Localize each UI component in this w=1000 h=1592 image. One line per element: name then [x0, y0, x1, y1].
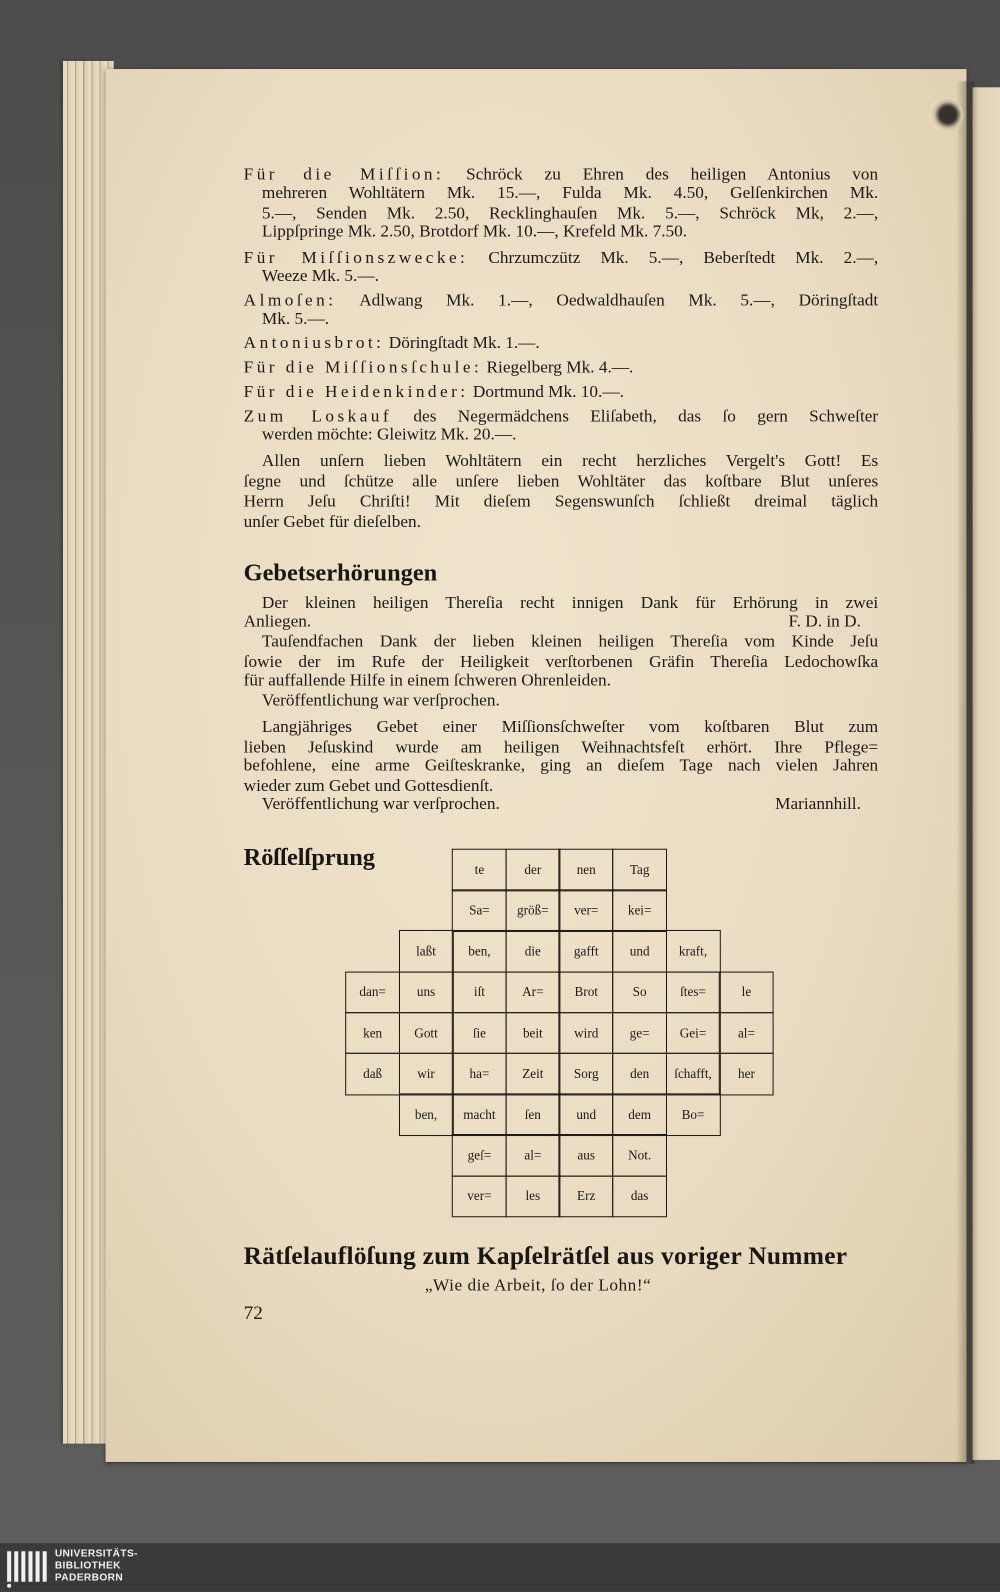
- prayer-line: befohlene, eine arme Geiſteskranke, ging an dieſem Tage nach vielen Jahren: [243, 755, 879, 775]
- logo-line: UNIVERSITÄTS-: [54, 1548, 138, 1560]
- donation-text: Adlwang Mk. 1.—, Oedwaldhauſen Mk. 5.—, Döringſtadt: [359, 290, 879, 310]
- puzzle-cell: Sorg: [559, 1053, 614, 1095]
- puzzle-cell: ken: [345, 1012, 400, 1054]
- donation-text: Riegelberg Mk. 4.—.: [486, 357, 634, 377]
- section-heading: Gebetserhörungen: [243, 560, 438, 587]
- donation-line: [244, 290, 879, 310]
- donation-label: Für die Miſſion:: [243, 164, 445, 184]
- prayer-line: ſowie der im Rufe der Heiligkeit verſtorbenen Gräfin Thereſia Ledochowſka: [243, 651, 879, 672]
- puzzle-cell: Zeit: [505, 1053, 560, 1095]
- puzzle-cell: ſtes=: [666, 971, 721, 1013]
- puzzle-cell: Bo=: [666, 1094, 721, 1136]
- puzzle-cell: beit: [505, 1012, 560, 1054]
- prayer-line: Veröffentlichung war verſprochen.: [261, 690, 500, 710]
- donation-label: Zum Loskauf: [243, 406, 393, 426]
- donation-label: Für die Miſſionsſchule:: [243, 357, 483, 377]
- puzzle-cell: ſen: [505, 1094, 560, 1136]
- puzzle-cell: kraft,: [666, 930, 721, 972]
- donation-label: Almoſen:: [243, 290, 337, 310]
- donation-text: Döringſtadt Mk. 1.—.: [388, 332, 540, 353]
- puzzle-cell: al=: [505, 1134, 560, 1176]
- puzzle-cell: kei=: [612, 890, 667, 932]
- library-footer-bar: [0, 1543, 1000, 1592]
- puzzle-cell: ſchafft,: [666, 1053, 721, 1095]
- thanks-line: Herrn Jeſu Chriſti! Mit dieſem Segenswunſch ſchließt dreimal täglich: [243, 491, 879, 511]
- puzzle-cell: her: [719, 1053, 774, 1095]
- thanks-line: Allen unſern lieben Wohltätern ein recht herzliches Vergelt's Gott! Es: [261, 450, 879, 471]
- puzzle-heading: Röſſelſprung: [243, 844, 375, 872]
- puzzle-cell: Ar=: [505, 971, 560, 1013]
- puzzle-cell: und: [559, 1094, 614, 1136]
- prayer-line: Anliegen.: [243, 611, 312, 631]
- puzzle-cell: der: [505, 849, 560, 891]
- puzzle-cell: Brot: [559, 971, 614, 1013]
- thanks-line: unſer Gebet für dieſelben.: [243, 511, 421, 531]
- puzzle-cell: te: [452, 849, 507, 891]
- puzzle-cell: das: [612, 1175, 667, 1217]
- puzzle-cell: größ=: [505, 890, 560, 932]
- puzzle-cell: aus: [559, 1134, 614, 1176]
- puzzle-cell: laßt: [399, 930, 454, 972]
- donation-label: Für Miſſionszwecke:: [243, 247, 469, 268]
- thanks-line: ſegne und ſchütze alle unſere lieben Wohltäter das koſtbare Blut unſeres: [243, 471, 879, 491]
- puzzle-cell: geſ=: [452, 1134, 507, 1176]
- puzzle-cell: dem: [612, 1094, 667, 1136]
- prayer-line: für auffallende Hilfe in einem ſchweren Ohrenleiden.: [243, 670, 611, 690]
- prayer-line: wieder zum Gebet und Gottesdienſt.: [243, 775, 494, 795]
- puzzle-cell: iſt: [452, 971, 507, 1013]
- puzzle-cell: So: [612, 971, 667, 1013]
- puzzle-cell: dan=: [345, 971, 400, 1013]
- next-page-edge: [973, 87, 1000, 1460]
- solution-answer: „Wie die Arbeit, ſo der Lohn!“: [424, 1275, 652, 1295]
- donation-line: [244, 164, 879, 184]
- prayer-line: Tauſendfachen Dank der lieben kleinen heiligen Thereſia vom Kinde Jeſu: [261, 631, 879, 651]
- puzzle-cell: und: [612, 930, 667, 972]
- prayer-signature: F. D. in D.: [788, 611, 861, 631]
- prayer-line: Der kleinen heiligen Thereſia recht innigen Dank für Erhörung in zwei: [261, 592, 879, 613]
- puzzle-cell: Not.: [612, 1134, 667, 1176]
- puzzle-cell: gafft: [559, 930, 614, 972]
- donation-line: [244, 333, 879, 353]
- donation-line: Lippſpringe Mk. 2.50, Brotdorf Mk. 10.—, Krefeld Mk. 7.50.: [261, 221, 688, 241]
- donation-label: Antoniusbrot:: [243, 332, 385, 353]
- donation-line: 5.—, Senden Mk. 2.50, Recklinghauſen Mk. 5.—, Schröck Mk, 2.—,: [261, 203, 879, 223]
- puzzle-cell: ha=: [452, 1053, 507, 1095]
- puzzle-cell: Erz: [559, 1175, 614, 1217]
- donation-line: Weeze Mk. 5.—.: [261, 265, 379, 286]
- puzzle-cell: uns: [399, 971, 454, 1013]
- solution-heading: Rätſelauflöſung zum Kapſelrätſel aus voriger Nummer: [243, 1242, 848, 1271]
- donation-line: [244, 248, 879, 268]
- puzzle-cell: ver=: [559, 890, 614, 932]
- donation-text: Chrzumczütz Mk. 5.—, Beberſtedt Mk. 2.—,: [488, 247, 879, 268]
- knights-tour-puzzle-grid: [345, 849, 773, 1218]
- puzzle-cell: den: [612, 1053, 667, 1095]
- donation-line: [244, 357, 879, 377]
- puzzle-cell: Tag: [612, 849, 667, 891]
- puzzle-cell: Gott: [399, 1012, 454, 1054]
- puzzle-cell: ben,: [452, 930, 507, 972]
- puzzle-cell: daß: [345, 1053, 400, 1095]
- puzzle-cell: wir: [399, 1053, 454, 1095]
- puzzle-cell: al=: [719, 1012, 774, 1054]
- puzzle-cell: Sa=: [452, 890, 507, 932]
- page-number: 72: [243, 1302, 263, 1324]
- puzzle-cell: die: [505, 930, 560, 972]
- prayer-line: Langjähriges Gebet einer Miſſionsſchweſter vom koſtbaren Blut zum: [261, 716, 879, 737]
- library-logo-icon: [4, 1547, 49, 1588]
- library-logo-text: [55, 1548, 138, 1585]
- puzzle-cell: Gei=: [666, 1012, 721, 1054]
- donation-text: Dortmund Mk. 10.—.: [472, 381, 624, 402]
- prayer-line: Veröffentlichung war verſprochen.: [261, 793, 500, 814]
- prayer-signature: Mariannhill.: [775, 793, 861, 814]
- puzzle-cell: ſie: [452, 1012, 507, 1054]
- donation-line: Mk. 5.—.: [261, 308, 330, 328]
- donation-label: Für die Heidenkinder:: [243, 381, 469, 402]
- puzzle-cell: wird: [559, 1012, 614, 1054]
- puzzle-cell: les: [505, 1175, 560, 1217]
- puzzle-cell: nen: [559, 849, 614, 891]
- donation-line: [244, 406, 879, 426]
- donation-line: [244, 382, 879, 402]
- donation-line: werden möchte: Gleiwitz Mk. 20.—.: [261, 424, 517, 444]
- puzzle-cell: ver=: [452, 1175, 507, 1217]
- puzzle-cell: le: [719, 971, 774, 1013]
- puzzle-cell: ben,: [399, 1094, 454, 1136]
- donation-text: des Negermädchens Eliſabeth, das ſo gern Schweſter: [413, 406, 879, 426]
- puzzle-cell: ge=: [612, 1012, 667, 1054]
- logo-line: PADERBORN: [54, 1572, 124, 1584]
- puzzle-cell: macht: [452, 1094, 507, 1136]
- punch-hole: [929, 97, 964, 132]
- donation-line: mehreren Wohltätern Mk. 15.—, Fulda Mk. 4.50, Gelſenkirchen Mk.: [261, 182, 879, 203]
- prayer-line: lieben Jeſuskind wurde am heiligen Weihnachtsfeſt erhört. Ihre Pflege=: [243, 737, 879, 757]
- logo-line: BIBLIOTHEK: [54, 1560, 121, 1572]
- donation-text: Schröck zu Ehren des heiligen Antonius von: [466, 164, 879, 184]
